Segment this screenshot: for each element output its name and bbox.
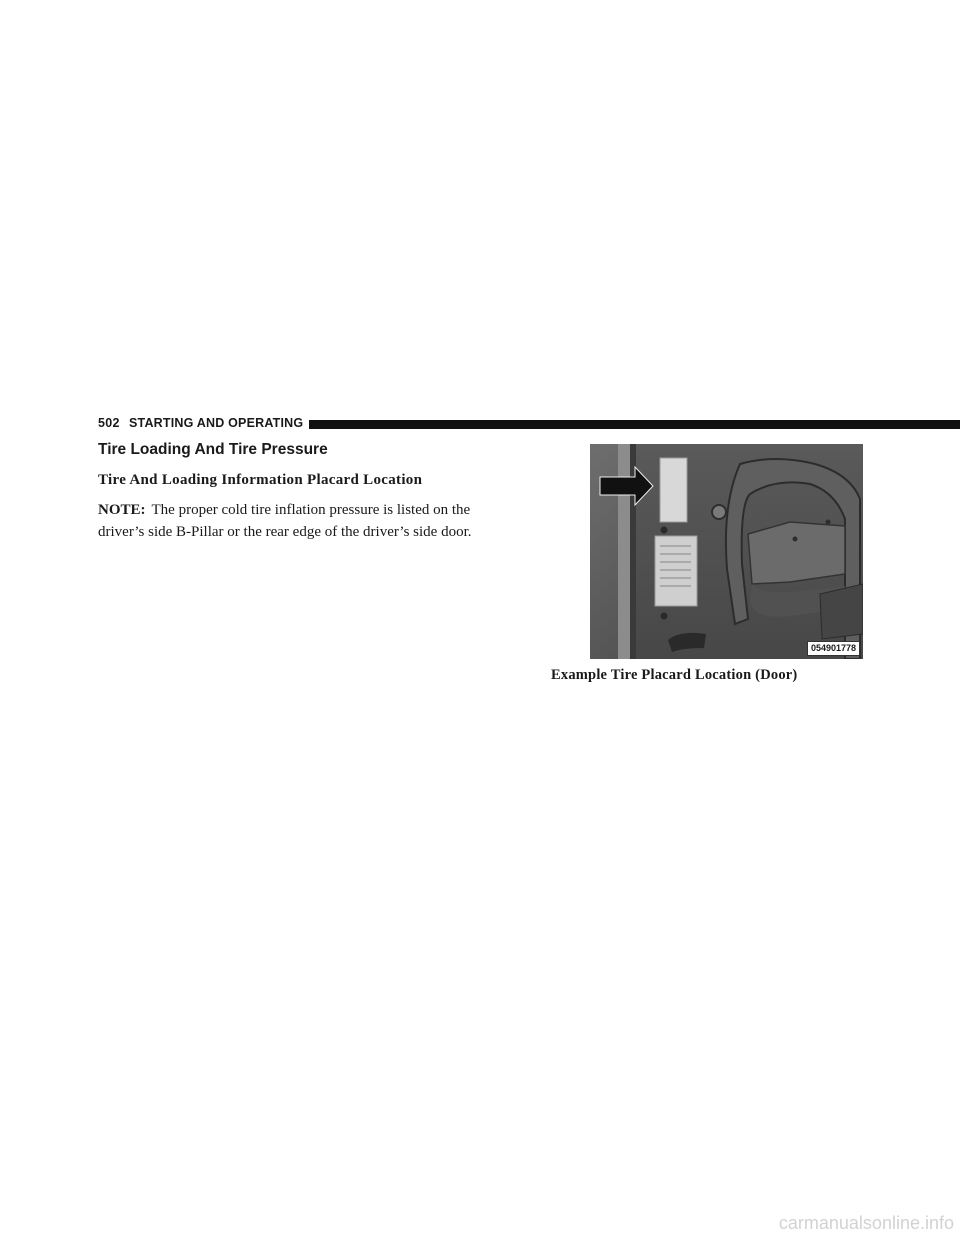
figure-caption: Example Tire Placard Location (Door) — [551, 667, 798, 683]
header-rule — [309, 420, 960, 429]
page-header — [98, 415, 863, 433]
watermark: carmanualsonline.info — [778, 1213, 954, 1233]
section-title: STARTING AND OPERATING — [129, 416, 304, 430]
note-paragraph — [98, 499, 478, 543]
note-text: The proper cold tire inflation pressure is listed on the driver’s side B-Pillar or the rear edge of the driver’s side door. — [98, 502, 472, 540]
page-title: Tire Loading And Tire Pressure — [98, 441, 328, 458]
placard-location-photo — [590, 444, 863, 659]
subsection-title: Tire And Loading Information Placard Location — [98, 472, 423, 488]
door-illustration — [590, 444, 863, 659]
figure-id: 054901778 — [807, 641, 860, 656]
note-label: NOTE: — [98, 502, 146, 518]
page-number: 502 — [98, 416, 120, 430]
